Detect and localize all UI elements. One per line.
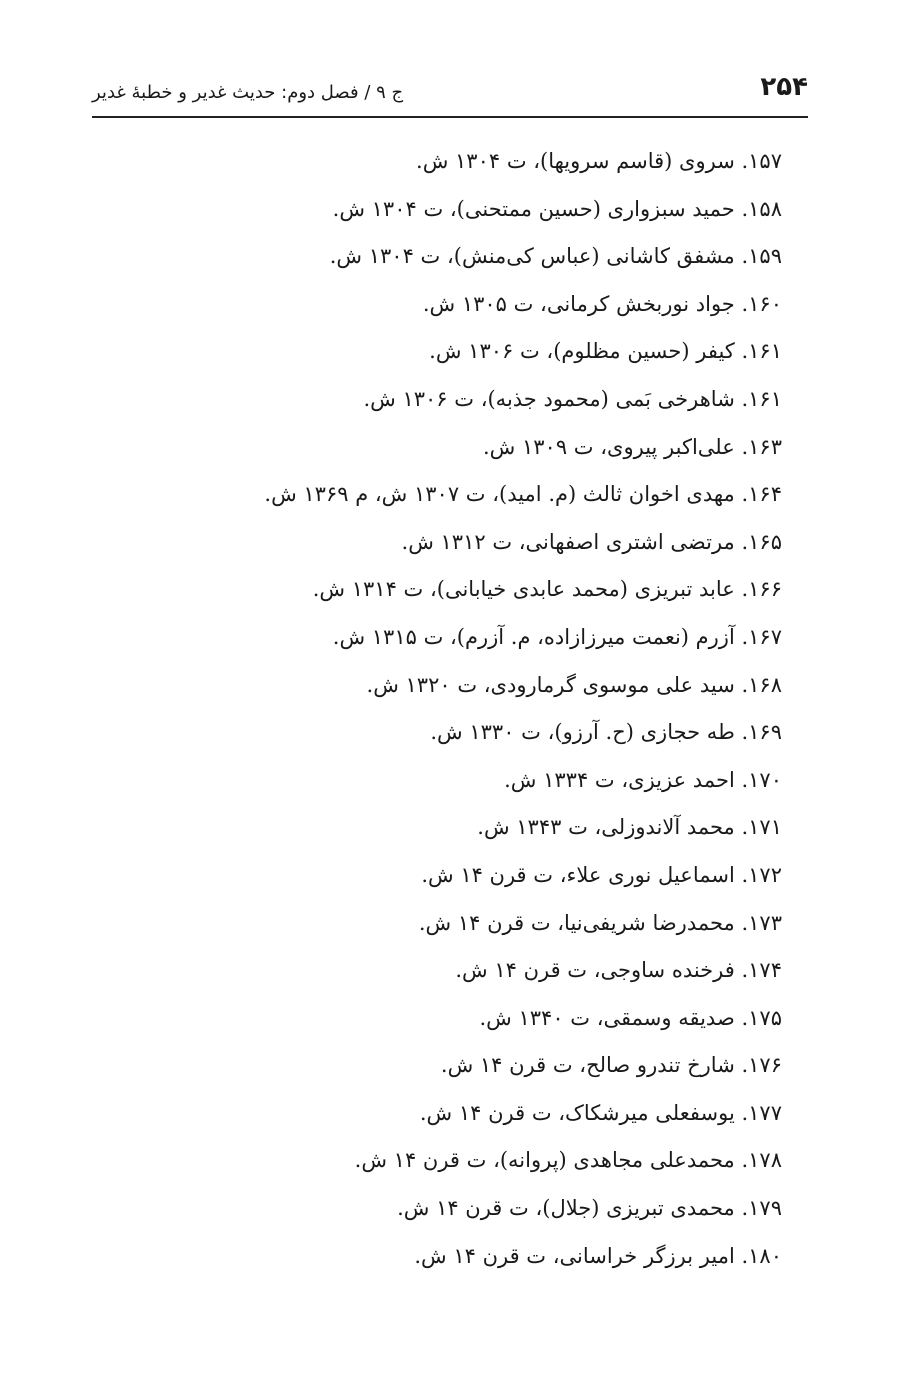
entry-separator: .: [734, 672, 749, 697]
entry-line: [477, 804, 782, 852]
entry-line: [504, 757, 782, 805]
entry-line: [441, 1042, 782, 1090]
entry-line: [397, 1185, 782, 1233]
entry-text: سید علی موسوی گرمارودی، ت ۱۳۲۰ ش.: [366, 672, 735, 697]
list-item: [142, 757, 782, 805]
entry-line: [367, 662, 782, 710]
list-item: [142, 281, 782, 329]
entry-separator: .: [734, 958, 749, 983]
entry-line: [363, 376, 782, 424]
entry-text: شارخ تندرو صالح، ت قرن ۱۴ ش.: [440, 1053, 735, 1078]
list-item: [142, 900, 782, 948]
entry-line: [414, 1233, 782, 1281]
entry-separator: .: [734, 529, 749, 554]
entry-line: [423, 281, 782, 329]
list-item: [142, 138, 782, 186]
poet-list: [142, 138, 782, 1280]
entry-line: [455, 947, 782, 995]
list-item: [142, 1233, 782, 1281]
entry-separator: .: [734, 291, 749, 316]
entry-number: ۱۶۱: [748, 386, 782, 411]
list-item: [142, 471, 782, 519]
entry-text: اسماعیل نوری علاء، ت قرن ۱۴ ش.: [421, 862, 735, 887]
entry-number: ۱۷۵: [748, 1005, 782, 1030]
entry-separator: .: [734, 196, 749, 221]
entry-text: کیفر (حسین مظلوم)، ت ۱۳۰۶ ش.: [429, 339, 735, 364]
entry-text: مرتضی اشتری اصفهانی، ت ۱۳۱۲ ش.: [401, 529, 735, 554]
entry-text: محمدرضا شریفی‌نیا، ت قرن ۱۴ ش.: [418, 910, 735, 935]
entry-separator: .: [734, 482, 749, 507]
list-item: [142, 709, 782, 757]
entry-number: ۱۵۸: [748, 196, 782, 221]
entry-number: ۱۶۰: [748, 291, 782, 316]
entry-line: [429, 328, 782, 376]
entry-number: ۱۷۷: [748, 1100, 782, 1125]
list-item: [142, 1185, 782, 1233]
entry-number: ۱۷۱: [748, 815, 782, 840]
entry-line: [333, 186, 782, 234]
entry-text: یوسفعلی میرشکاک، ت قرن ۱۴ ش.: [419, 1100, 735, 1125]
entry-separator: .: [734, 149, 749, 173]
entry-text: جواد نوربخش کرمانی، ت ۱۳۰۵ ش.: [422, 291, 735, 316]
entry-number: ۱۷۲: [748, 862, 782, 887]
entry-separator: .: [734, 577, 749, 602]
list-item: [142, 519, 782, 567]
entry-number: ۱۶۱: [748, 339, 782, 364]
entry-text: حمید سبزواری (حسین ممتحنی)، ت ۱۳۰۴ ش.: [332, 196, 735, 221]
entry-text: صدیقه وسمقی، ت ۱۳۴۰ ش.: [479, 1005, 735, 1030]
entry-line: [416, 138, 782, 186]
entry-number: ۱۶۳: [748, 434, 782, 459]
list-item: [142, 233, 782, 281]
entry-text: احمد عزیزی، ت ۱۳۳۴ ش.: [504, 767, 735, 792]
entry-number: ۱۵۹: [748, 244, 782, 269]
list-item: [142, 424, 782, 472]
entry-text: محمدعلی مجاهدی (پروانه)، ت قرن ۱۴ ش.: [354, 1148, 735, 1173]
entry-line: [483, 424, 782, 472]
entry-number: ۱۶۹: [748, 720, 782, 745]
entry-number: ۱۷۶: [748, 1053, 782, 1078]
list-item: [142, 995, 782, 1043]
entry-separator: .: [734, 862, 749, 887]
entry-text: شاهرخی بَمی (محمود جذبه)، ت ۱۳۰۶ ش.: [363, 386, 735, 411]
entry-separator: .: [734, 815, 749, 840]
entry-text: علی‌اکبر پیروی، ت ۱۳۰۹ ش.: [483, 434, 735, 459]
entry-line: [419, 900, 782, 948]
page-header: [92, 70, 808, 118]
list-item: [142, 614, 782, 662]
list-item: [142, 328, 782, 376]
entry-separator: .: [734, 1243, 749, 1268]
entry-number: ۱۷۳: [748, 910, 782, 935]
entry-separator: .: [734, 339, 749, 364]
entry-number: ۱۷۰: [748, 767, 782, 792]
entry-text: آزرم (نعمت میرزازاده، م. آزرم)، ت ۱۳۱۵ ش.: [332, 624, 735, 649]
entry-text: عابد تبریزی (محمد عابدی خیابانی)، ت ۱۳۱۴ ش.: [312, 577, 735, 602]
entry-separator: .: [734, 910, 749, 935]
entry-number: ۱۸۰: [748, 1243, 782, 1268]
list-item: [142, 566, 782, 614]
list-item: [142, 804, 782, 852]
entry-number: ۱۶۶: [748, 577, 782, 602]
entry-separator: .: [734, 1005, 749, 1030]
entry-line: [480, 995, 783, 1043]
entry-number: ۱۶۸: [748, 672, 782, 697]
entry-text: محمدی تبریزی (جلال)، ت قرن ۱۴ ش.: [397, 1196, 735, 1221]
entry-number: ۱۷۴: [748, 958, 782, 983]
entry-text: فرخنده ساوجی، ت قرن ۱۴ ش.: [455, 958, 735, 983]
entry-line: [421, 852, 782, 900]
entry-line: [333, 614, 782, 662]
entry-separator: .: [734, 624, 749, 649]
entry-separator: .: [734, 434, 749, 459]
entry-text: مهدی اخوان ثالث (م. امید)، ت ۱۳۰۷ ش، م ۱۳۶۹ ش.: [264, 482, 735, 507]
entry-separator: .: [734, 720, 749, 745]
entry-number: ۱۶۴: [748, 482, 782, 507]
entry-number: ۱۷۸: [748, 1148, 782, 1173]
entry-text: امیر برزگر خراسانی، ت قرن ۱۴ ش.: [414, 1243, 735, 1268]
entry-separator: .: [734, 1053, 749, 1078]
entry-text: سروی (قاسم سرویها)، ت ۱۳۰۴ ش.: [416, 149, 735, 173]
entry-line: [313, 566, 782, 614]
entry-number: ۱۶۵: [748, 529, 782, 554]
entry-line: [355, 1137, 782, 1185]
entry-separator: .: [734, 1100, 749, 1125]
list-item: [142, 947, 782, 995]
entry-line: [264, 471, 782, 519]
entry-separator: .: [734, 1196, 749, 1221]
list-item: [142, 852, 782, 900]
entry-line: [402, 519, 782, 567]
entry-line: [420, 1090, 782, 1138]
entry-separator: .: [734, 244, 749, 269]
page-number: ۲۵۴: [760, 72, 808, 102]
entry-line: [430, 709, 782, 757]
entry-separator: .: [734, 1148, 749, 1173]
list-item: [142, 662, 782, 710]
list-item: [142, 1042, 782, 1090]
entry-number: ۱۷۹: [748, 1196, 782, 1221]
entry-text: مشفق کاشانی (عباس کی‌منش)، ت ۱۳۰۴ ش.: [329, 244, 735, 269]
entry-number: ۱۵۷: [748, 149, 782, 173]
list-item: [142, 1090, 782, 1138]
list-item: [142, 1137, 782, 1185]
entry-line: [330, 233, 782, 281]
entry-text: محمد آلاندوزلی، ت ۱۳۴۳ ش.: [477, 815, 735, 840]
entry-separator: .: [734, 386, 749, 411]
running-title: ج ۹ / فصل دوم: حدیث غدیر و خطبهٔ غدیر: [92, 82, 404, 103]
entry-number: ۱۶۷: [748, 624, 782, 649]
list-item: [142, 186, 782, 234]
entry-text: طه حجازی (ح. آرزو)، ت ۱۳۳۰ ش.: [430, 720, 735, 745]
list-item: [142, 376, 782, 424]
entry-separator: .: [734, 767, 749, 792]
